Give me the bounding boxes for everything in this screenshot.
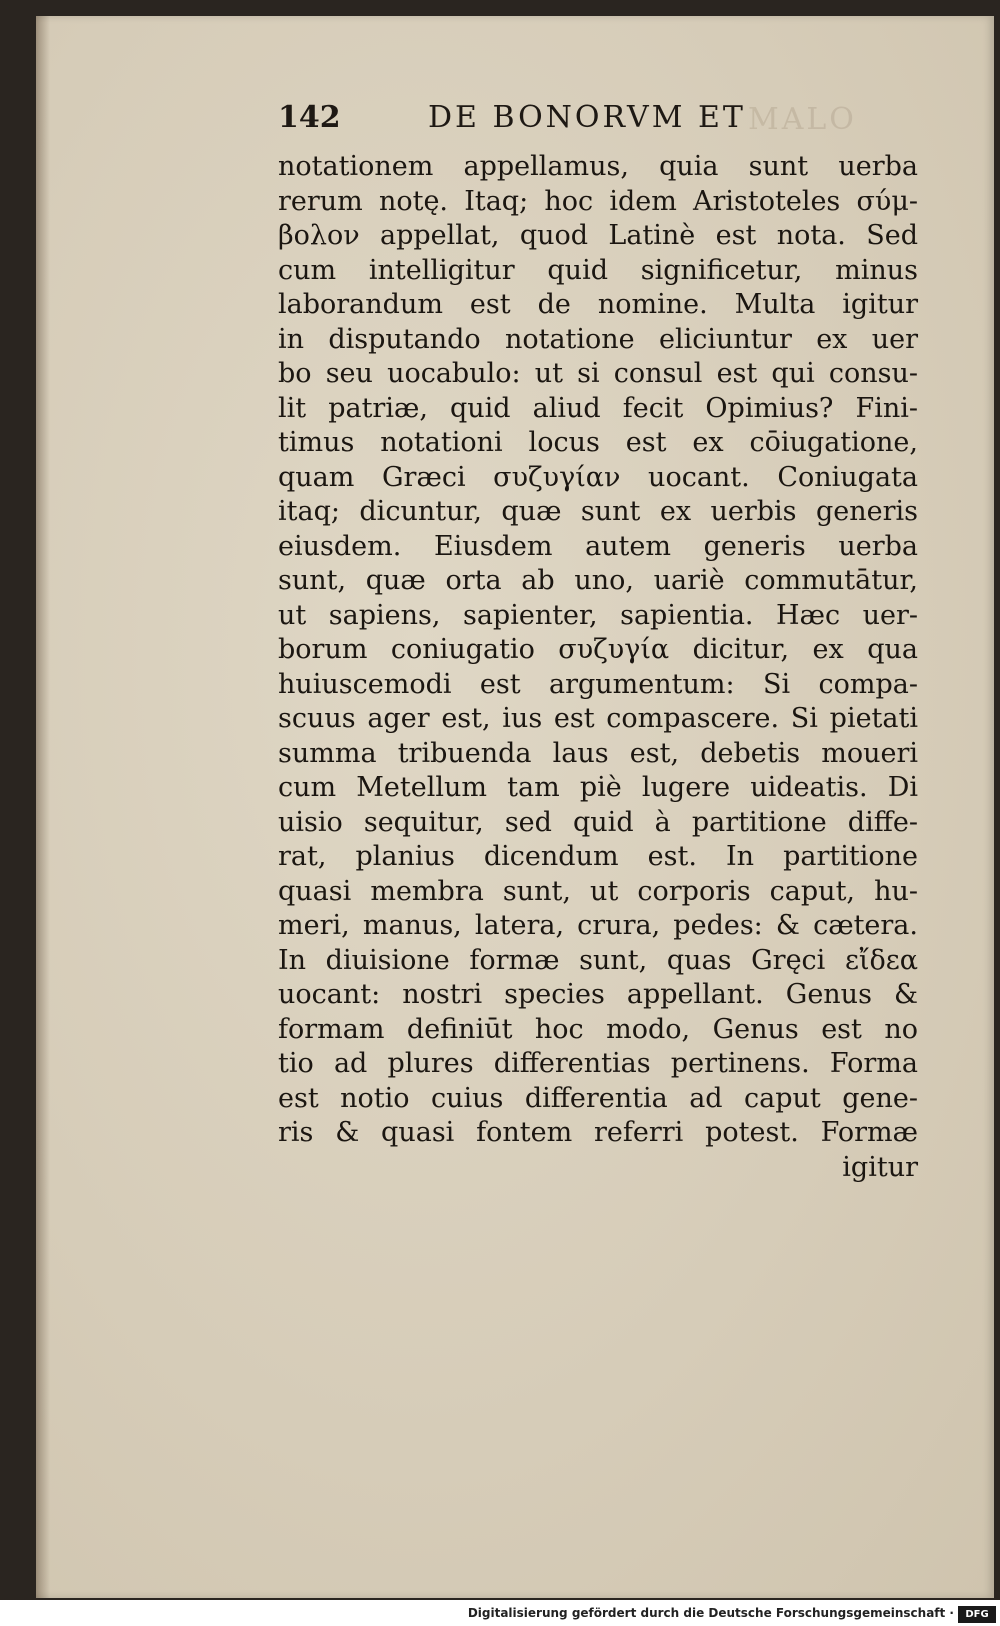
text-line: borum coniugatio συζυγία dicitur, ex qua bbox=[278, 634, 918, 665]
text-line: cum intelligitur quid significetur, minus bbox=[278, 254, 918, 286]
running-title: DE BONORVM ET bbox=[428, 100, 746, 135]
page-edge-shadow bbox=[36, 16, 50, 1598]
text-line: formam definiūt hoc modo, Genus est no bbox=[278, 1013, 918, 1045]
text-line: notationem appellamus, quia sunt uerba bbox=[278, 151, 918, 182]
text-line: quasi membra sunt, ut corporis caput, hu- bbox=[278, 875, 918, 907]
dfg-logo-icon: DFG bbox=[958, 1606, 996, 1623]
text-line: ris & quasi fontem referri potest. Formæ bbox=[278, 1117, 918, 1148]
text-line: laborandum est de nomine. Multa igitur bbox=[278, 289, 918, 320]
text-line: bo seu uocabulo: ut si consul est qui consu- bbox=[278, 358, 918, 389]
show-through-title: MALO bbox=[748, 102, 857, 137]
body-text bbox=[278, 150, 918, 1185]
text-line: summa tribuenda laus est, debetis moueri bbox=[278, 737, 918, 769]
text-line: eiusdem. Eiusdem autem generis uerba bbox=[278, 530, 918, 562]
text-line: tio ad plures differentias pertinens. Forma bbox=[278, 1048, 918, 1079]
text-line: meri, manus, latera, crura, pedes: & cætera. bbox=[278, 910, 918, 941]
text-line: ut sapiens, sapienter, sapientia. Hæc uer- bbox=[278, 599, 918, 631]
text-line: cum Metellum tam piè lugere uideatis. Di bbox=[278, 772, 918, 803]
text-line: itaq; dicuntur, quæ sunt ex uerbis generis bbox=[278, 496, 918, 527]
running-head bbox=[278, 100, 918, 140]
text-line: in disputando notatione eliciuntur ex uer bbox=[278, 323, 918, 355]
text-line: huiuscemodi est argumentum: Si compa- bbox=[278, 668, 918, 700]
text-line: βολον appellat, quod Latinè est nota. Sed bbox=[278, 220, 918, 251]
text-line: rat, planius dicendum est. In partitione bbox=[278, 841, 918, 872]
text-line: quam Græci συζυγίαν uocant. Coniugata bbox=[278, 461, 918, 493]
text-line: rerum notę. Itaq; hoc idem Aristoteles σύμ- bbox=[278, 185, 918, 217]
text-line: est notio cuius differentia ad caput gene- bbox=[278, 1082, 918, 1114]
funding-credit: Digitalisierung gefördert durch die Deutsche Forschungsgemeinschaft · bbox=[467, 1606, 954, 1620]
text-line: uisio sequitur, sed quid à partitione diffe- bbox=[278, 806, 918, 838]
text-line: timus notationi locus est ex cōiugatione, bbox=[278, 427, 918, 458]
text-line: scuus ager est, ius est compascere. Si pietati bbox=[278, 703, 918, 734]
text-line: lit patriæ, quid aliud fecit Opimius? Fini- bbox=[278, 392, 918, 424]
catchword: igitur bbox=[842, 1151, 918, 1183]
text-line: sunt, quæ orta ab uno, uariè commutātur, bbox=[278, 565, 918, 596]
text-line: In diuisione formæ sunt, quas Gręci εἴδεα bbox=[278, 944, 918, 976]
page-number: 142 bbox=[278, 100, 341, 135]
digitization-footer bbox=[0, 1604, 1000, 1626]
text-line: uocant: nostri species appellant. Genus & bbox=[278, 979, 918, 1010]
